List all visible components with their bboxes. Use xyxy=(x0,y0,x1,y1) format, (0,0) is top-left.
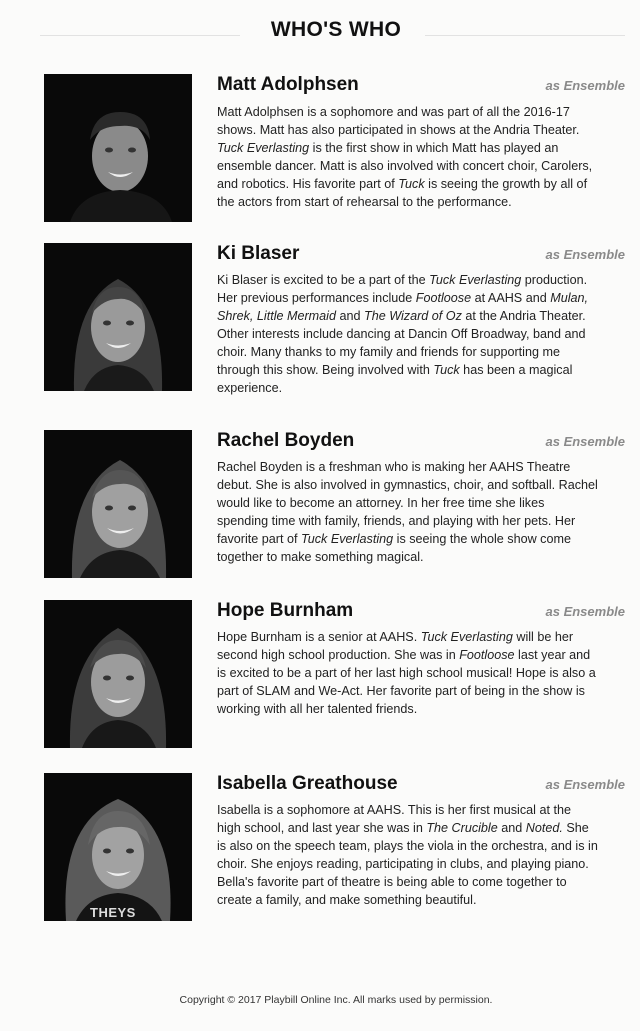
bio-title-text: Tuck Everlasting xyxy=(420,630,513,644)
bio-title-text: Tuck Everlasting xyxy=(429,273,522,287)
bio-title-text: Noted. xyxy=(525,821,563,835)
headshot-photo xyxy=(44,600,192,748)
member-role: as Ensemble xyxy=(545,434,625,449)
member-bio xyxy=(217,801,629,909)
bio-title-text: Footloose xyxy=(459,648,515,662)
bio-line xyxy=(217,458,629,476)
bio-text: choir. She enjoys reading, participating in clubs, and playing piano. xyxy=(217,857,589,871)
bio-line xyxy=(217,361,629,379)
bio-text: Isabella is a sophomore at AAHS. This is her first musical at the xyxy=(217,803,571,817)
member-bio xyxy=(217,628,629,718)
bio-text: working with all her talented friends. xyxy=(217,702,418,716)
copyright-notice: Copyright © 2017 Playbill Online Inc. All marks used by permission. xyxy=(179,994,493,1006)
bio-line xyxy=(217,325,629,343)
bio-title-text: Footloose xyxy=(415,291,472,305)
bio-text: spending time with family, friends, and playing with her pets. Her xyxy=(217,514,576,528)
bio-text: Matt Adolphsen is a sophomore and was part of all the 2016-17 xyxy=(217,105,570,119)
member-role: as Ensemble xyxy=(545,247,625,262)
page-title: WHO'S WHO xyxy=(270,18,402,41)
bio-line xyxy=(217,476,629,494)
bio-line xyxy=(217,530,629,548)
bio-title-text: Tuck xyxy=(398,177,425,191)
header-rule-right xyxy=(425,35,625,36)
member-name: Isabella Greathouse xyxy=(217,773,398,794)
member-name: Rachel Boyden xyxy=(217,430,355,451)
bio-line xyxy=(217,664,629,682)
bio-line xyxy=(217,157,629,175)
bio-title-text: Mulan, xyxy=(550,291,589,305)
bio-line xyxy=(217,682,629,700)
bio-text: and xyxy=(335,309,364,323)
bio-line xyxy=(217,819,629,837)
bio-text: last year and xyxy=(514,648,591,662)
bio-text: part of SLAM and We-Act. Her favorite part of being in the show is xyxy=(217,684,585,698)
member-bio xyxy=(217,458,629,566)
member-name: Ki Blaser xyxy=(217,243,300,264)
bio-text: Her previous performances include xyxy=(217,291,416,305)
bio-text: together to make something magical. xyxy=(217,550,424,564)
bio-text: has been a magical xyxy=(459,363,573,377)
member-name: Hope Burnham xyxy=(217,600,354,621)
bio-line xyxy=(217,271,629,289)
headshot-photo xyxy=(44,430,192,578)
bio-line xyxy=(217,628,629,646)
bio-line xyxy=(217,494,629,512)
page-header xyxy=(0,18,640,52)
bio-line xyxy=(217,379,629,397)
bio-line xyxy=(217,193,629,211)
bio-line xyxy=(217,289,629,307)
bio-line xyxy=(217,801,629,819)
bio-text: favorite part of xyxy=(217,532,301,546)
headshot-photo xyxy=(44,773,192,921)
bio-text: and robotics. His favorite part of xyxy=(217,177,399,191)
bio-text: create a family, and make something beautiful. xyxy=(217,893,477,907)
bio-text: shows. Matt has also participated in shows at the Andria Theater. xyxy=(217,123,580,137)
bio-title-text: Tuck Everlasting xyxy=(301,532,394,546)
member-bio xyxy=(217,271,629,397)
bio-text: is also on the speech team, plays the viola in the orchestra, and is in xyxy=(217,839,598,853)
member-role: as Ensemble xyxy=(545,777,625,792)
bio-text: production. xyxy=(521,273,588,287)
bio-line xyxy=(217,855,629,873)
headshot-photo xyxy=(44,74,192,222)
bio-text: Ki Blaser is excited to be a part of the xyxy=(217,273,430,287)
bio-line xyxy=(217,548,629,566)
headshot-photo xyxy=(44,243,192,391)
bio-line xyxy=(217,837,629,855)
bio-text: will be her xyxy=(512,630,574,644)
bio-text: through this show. Being involved with xyxy=(217,363,434,377)
bio-text: experience. xyxy=(217,381,283,395)
bio-line xyxy=(217,873,629,891)
member-bio xyxy=(217,103,629,211)
bio-text: second high school production. She was in xyxy=(217,648,460,662)
shirt-text: THEYS xyxy=(90,905,136,920)
bio-title-text: The Wizard of Oz xyxy=(364,309,462,323)
bio-text: Rachel Boyden is a freshman who is making her AAHS Theatre xyxy=(217,460,571,474)
bio-text: is excited to be a part of her last high school musical! Hope is also a xyxy=(217,666,596,680)
bio-title-text: Shrek, Little Mermaid xyxy=(217,309,336,323)
bio-line xyxy=(217,175,629,193)
member-role: as Ensemble xyxy=(545,604,625,619)
bio-text: at the Andria Theater. xyxy=(461,309,586,323)
bio-line xyxy=(217,512,629,530)
bio-title-text: Tuck Everlasting xyxy=(217,141,310,155)
bio-line xyxy=(217,307,629,325)
bio-title-text: Tuck xyxy=(433,363,460,377)
bio-text: is seeing the whole show come xyxy=(393,532,571,546)
bio-line xyxy=(217,343,629,361)
bio-line xyxy=(217,121,629,139)
bio-line xyxy=(217,646,629,664)
bio-text: is the first show in which Matt has played an xyxy=(309,141,559,155)
bio-text: is seeing the growth by all of xyxy=(424,177,588,191)
bio-text: choir. Many thanks to my family and friends for supporting me xyxy=(217,345,560,359)
bio-text: would like to become an attorney. In her free time she likes xyxy=(217,496,545,510)
bio-line xyxy=(217,700,629,718)
bio-line xyxy=(217,891,629,909)
bio-text: Other interests include dancing at Dancin Off Broadway, band and xyxy=(217,327,586,341)
bio-text: debut. She is also involved in gymnastics, choir, and softball. Rachel xyxy=(217,478,598,492)
bio-text: the actors from start of rehearsal to the performance. xyxy=(217,195,512,209)
bio-text: and xyxy=(497,821,526,835)
member-name: Matt Adolphsen xyxy=(217,74,359,95)
bio-text: high school, and last year she was in xyxy=(217,821,427,835)
bio-line xyxy=(217,103,629,121)
bio-text: ensemble dancer. Matt is also involved with concert choir, Carolers, xyxy=(217,159,593,173)
bio-text: at AAHS and xyxy=(471,291,551,305)
bio-text: Bella's favorite part of theatre is being able to come together to xyxy=(217,875,567,889)
bio-text: Hope Burnham is a senior at AAHS. xyxy=(217,630,421,644)
bio-text: She xyxy=(562,821,589,835)
bio-title-text: The Crucible xyxy=(426,821,498,835)
member-role: as Ensemble xyxy=(545,78,625,93)
bio-line xyxy=(217,139,629,157)
